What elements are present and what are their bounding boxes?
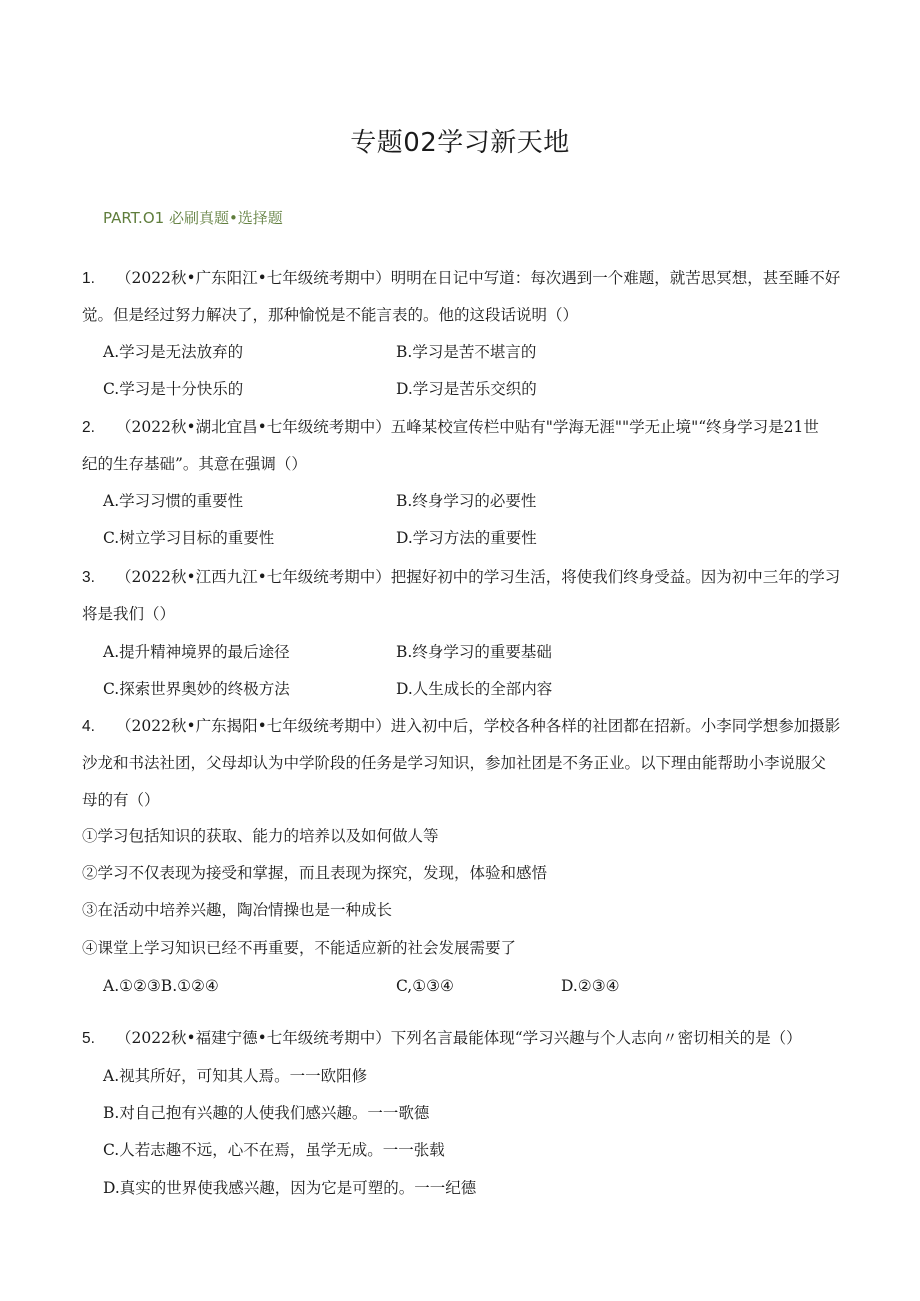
question-1-option-b: B.学习是苦不堪言的 [396, 343, 537, 361]
question-4-statement-1: ①学习包括知识的获取、能力的培养以及如何做人等 [82, 827, 439, 845]
question-3-stem-line1: 3. （2022秋•江西九江•七年级统考期中）把握好初中的学习生活，将使我们终身受益。因为初中三年的学习 [82, 568, 841, 586]
section-label: PART.O1 必刷真题•选择题 [103, 209, 283, 227]
question-2-option-d: D.学习方法的重要性 [396, 529, 537, 547]
question-5-option-a: A.视其所好，可知其人焉。一一欧阳修 [103, 1067, 368, 1085]
question-4-number: 4. [82, 718, 95, 735]
question-5-stem-line1: 5. （2022秋•福建宁德•七年级统考期中）下列名言最能体现“学习兴趣与个人志向〃密切相关的是（） [82, 1029, 802, 1047]
question-4-option-d: D.②③④ [561, 977, 620, 995]
question-4-option-c: C,①③④ [396, 977, 454, 995]
question-3-option-b: B.终身学习的重要基础 [396, 643, 552, 661]
question-2-stem-line1: 2. （2022秋•湖北宜昌•七年级统考期中）五峰某校宣传栏中贴有"学海无涯""学无止境"“终身学习是21世 [82, 418, 819, 436]
question-3-option-c: C.探索世界奥妙的终极方法 [103, 680, 290, 698]
question-4-stem-line1: 4. （2022秋•广东揭阳•七年级统考期中）进入初中后，学校各种各样的社团都在招新。小李同学想参加摄影 [82, 717, 841, 735]
question-1-option-d: D.学习是苦乐交织的 [396, 380, 537, 398]
question-4-stem-line3: 母的有（） [82, 791, 160, 809]
question-1-option-a: A.学习是无法放弃的 [103, 343, 244, 361]
question-1-stem-line1: 1. （2022秋•广东阳江•七年级统考期中）明明在日记中写道：每次遇到一个难题，就苦思冥想，甚至睡不好 [82, 269, 841, 287]
question-1-number: 1. [82, 270, 95, 287]
question-1-stem-line2: 觉。但是经过努力解决了，那种愉悦是不能言表的。他的这段话说明（） [82, 306, 579, 324]
question-3-stem-line2: 将是我们（） [82, 605, 176, 623]
question-4-option-ab: A.①②③B.①②④ [103, 977, 219, 995]
question-2-option-b: B.终身学习的必要性 [396, 492, 537, 510]
question-4-stem-line2: 沙龙和书法社团，父母却认为中学阶段的任务是学习知识，参加社团是不务正业。以下理由能帮助小李说服父 [82, 754, 827, 772]
question-3-option-d: D.人生成长的全部内容 [396, 680, 553, 698]
question-5-number: 5. [82, 1030, 95, 1047]
question-2-number: 2. [82, 419, 95, 436]
question-4-statement-3: ③在活动中培养兴趣，陶冶情操也是一种成长 [82, 901, 393, 919]
question-2-option-c: C.树立学习目标的重要性 [103, 529, 275, 547]
page-title: 专题02学习新天地 [350, 128, 570, 158]
question-3-option-a: A.提升精神境界的最后途径 [103, 643, 290, 661]
question-2-stem-line2: 纪的生存基础”。其意在强调（） [82, 455, 307, 473]
question-5-option-b: B.对自己抱有兴趣的人使我们感兴趣。一一歌德 [103, 1104, 430, 1122]
question-2-option-a: A.学习习惯的重要性 [103, 492, 244, 510]
question-1-option-c: C.学习是十分快乐的 [103, 380, 244, 398]
question-4-statement-2: ②学习不仅表现为接受和掌握，而且表现为探究，发现，体验和感悟 [82, 864, 548, 882]
question-5-option-d: D.真实的世界使我感兴趣，因为它是可塑的。一一纪德 [103, 1179, 477, 1197]
question-3-number: 3. [82, 569, 95, 586]
question-4-statement-4: ④课堂上学习知识已经不再重要，不能适应新的社会发展需要了 [82, 939, 517, 957]
question-5-option-c: C.人若志趣不远，心不在焉，虽学无成。一一张载 [103, 1141, 445, 1159]
